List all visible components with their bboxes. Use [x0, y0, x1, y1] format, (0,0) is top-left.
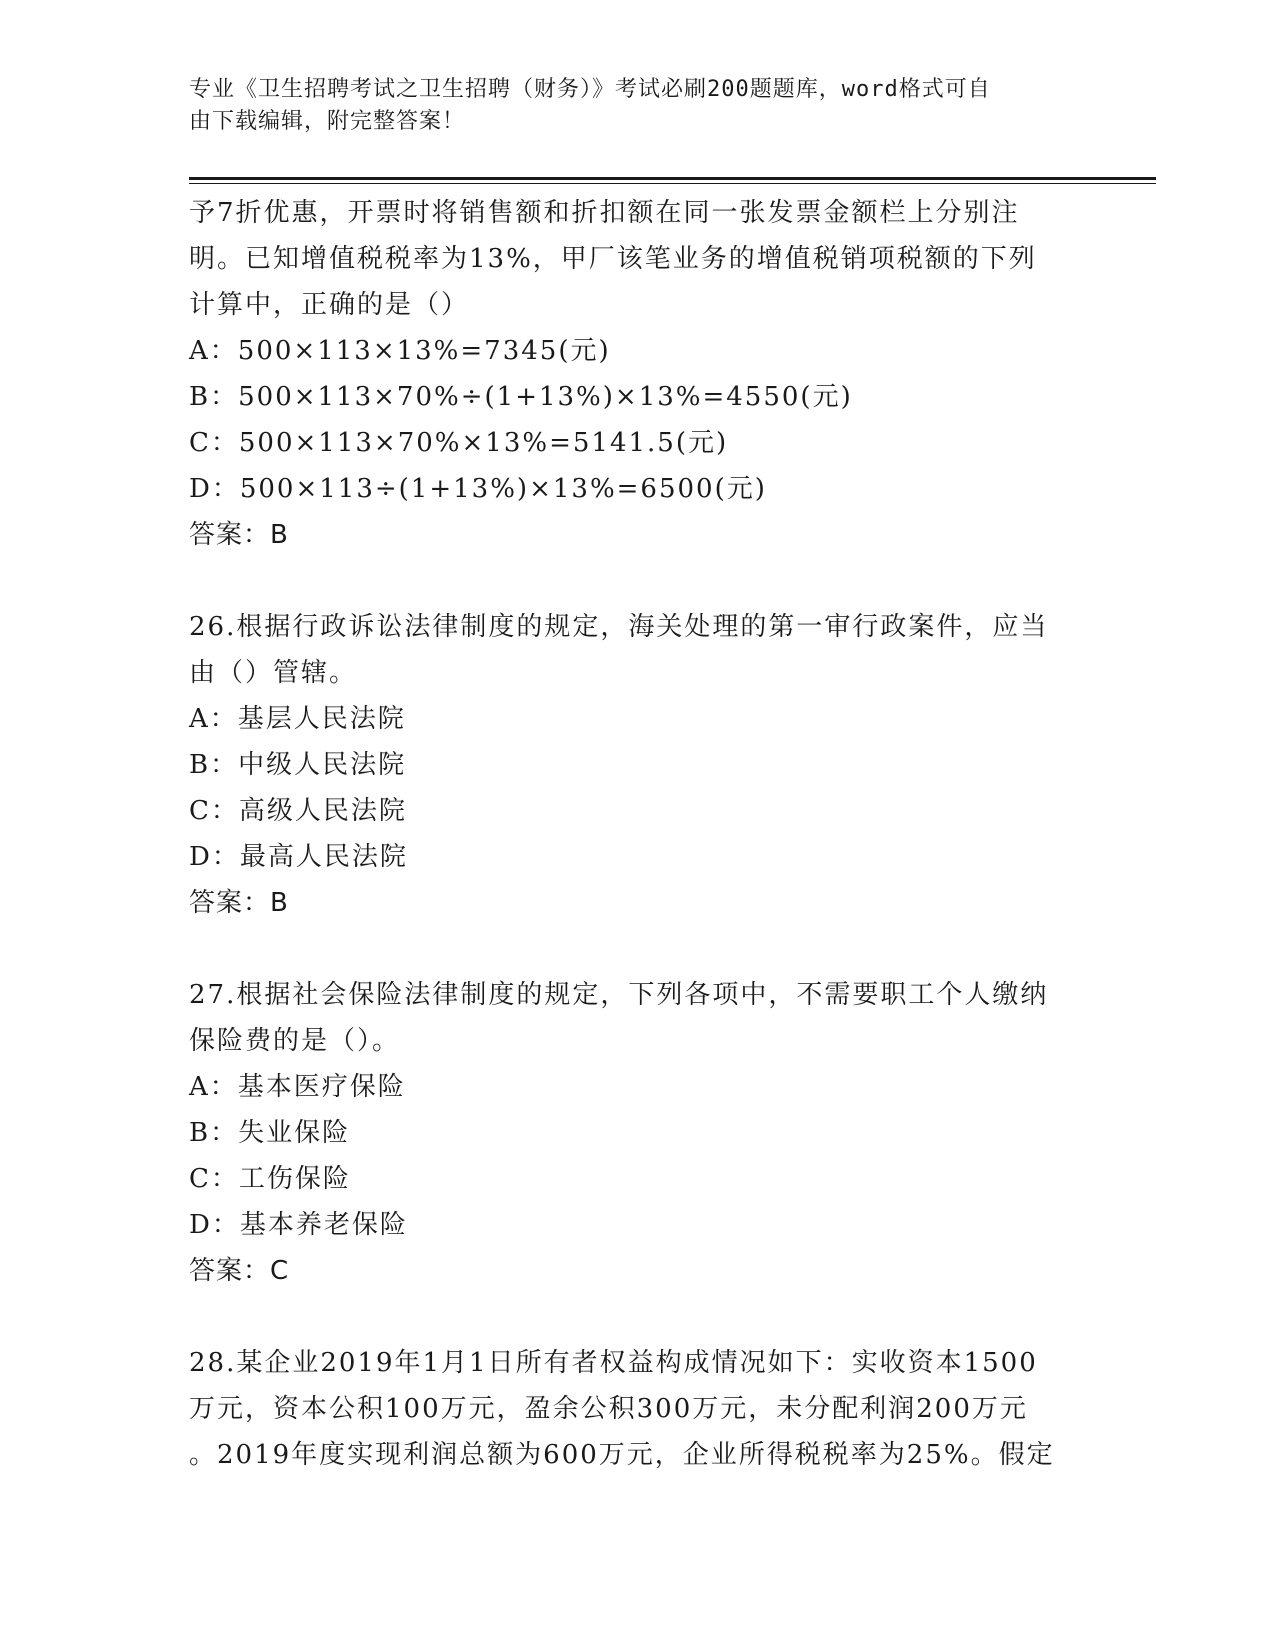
- question-text-line: 保险费的是（）。: [189, 1026, 401, 1056]
- header-divider-thin: [189, 183, 1156, 184]
- option-a: A：基层人民法院: [189, 704, 406, 734]
- question-text-line: 28.某企业2019年1月1日所有者权益构成情况如下：实收资本1500: [189, 1348, 1038, 1378]
- question-26: [189, 604, 1089, 926]
- header-line-1: 专业《卫生招聘考试之卫生招聘（财务）》考试必刷200题题库，word格式可自: [189, 77, 991, 102]
- option-c: C：500×113×70%×13%=5141.5(元): [189, 428, 729, 458]
- option-d: D：基本养老保险: [189, 1210, 408, 1240]
- question-text-line: 。2019年度实现利润总额为600万元，企业所得税税率为25%。假定: [189, 1440, 1055, 1470]
- option-d: D：最高人民法院: [189, 842, 408, 872]
- question-text-line: 26.根据行政诉讼法律制度的规定，海关处理的第一审行政案件，应当: [189, 612, 1049, 642]
- document-header: [189, 74, 1089, 138]
- option-c: C：高级人民法院: [189, 796, 407, 826]
- question-28: [189, 1340, 1089, 1478]
- question-text-line: 计算中，正确的是（）: [189, 290, 470, 320]
- answer: 答案：B: [189, 888, 289, 918]
- header-line-2: 由下载编辑，附完整答案！: [189, 109, 466, 134]
- option-a: A：基本医疗保险: [189, 1072, 406, 1102]
- option-b: B：失业保险: [189, 1118, 351, 1148]
- option-a: A：500×113×13%=7345(元): [189, 336, 611, 366]
- question-text-line: 由（）管辖。: [189, 658, 358, 688]
- option-d: D：500×113÷(1+13%)×13%=6500(元): [189, 474, 767, 504]
- answer: 答案：C: [189, 1256, 290, 1286]
- option-c: C：工伤保险: [189, 1164, 351, 1194]
- question-25: [189, 190, 1089, 558]
- header-divider-thick: [189, 177, 1156, 180]
- option-b: B：中级人民法院: [189, 750, 407, 780]
- question-content: [189, 190, 1089, 1478]
- answer: 答案：B: [189, 520, 289, 550]
- question-text-line: 予7折优惠，开票时将销售额和折扣额在同一张发票金额栏上分别注: [189, 198, 1020, 228]
- option-b: B：500×113×70%÷(1+13%)×13%=4550(元): [189, 382, 853, 412]
- question-text-line: 万元，资本公积100万元，盈余公积300万元，未分配利润200万元: [189, 1394, 1028, 1424]
- question-27: [189, 972, 1089, 1294]
- question-text-line: 明。已知增值税税率为13%，甲厂该笔业务的增值税销项税额的下列: [189, 244, 1037, 274]
- question-text-line: 27.根据社会保险法律制度的规定，下列各项中，不需要职工个人缴纳: [189, 980, 1049, 1010]
